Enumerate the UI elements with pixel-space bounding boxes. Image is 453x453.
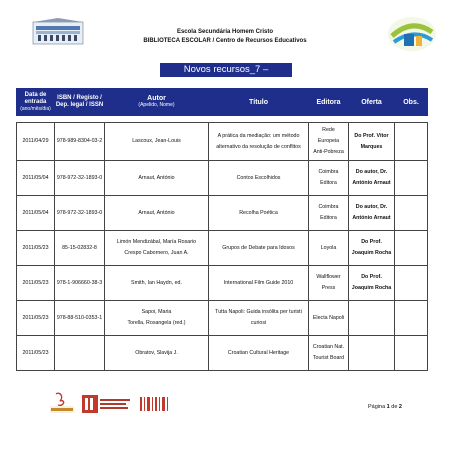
library-name: BIBLIOTECA ESCOLAR / Centro de Recursos Educativos <box>143 38 307 44</box>
cell-obs <box>395 123 428 161</box>
spacer-cell <box>209 116 309 123</box>
cell-publisher-line: Coimbra <box>318 204 339 210</box>
cell-publisher-line: Anti-Pobreza <box>313 149 344 155</box>
cell-title-line: alternativo da resolução de conflitos <box>216 143 301 150</box>
school-library-network-logo <box>82 395 130 413</box>
cell-author-line: Lascoux, Jean-Louis <box>132 138 181 144</box>
cell-title-line: Tutta Napoli: Guida insólita per turisti <box>215 309 302 315</box>
col-header-isbn <box>55 89 105 116</box>
cell-author-line: Limón Mendizábal, María Rosario <box>116 239 197 245</box>
col-isbn-line2: Dep. legal / ISSN <box>55 102 104 108</box>
cell-date: 2011/05/23 <box>17 231 55 266</box>
cell-obs <box>395 336 428 371</box>
cell-isbn: 978-972-32-1893-0 <box>55 161 105 196</box>
cell-publisher-line: Electa Napoli <box>312 314 345 321</box>
cell-obs <box>395 196 428 231</box>
cell-author <box>105 196 209 231</box>
cell-publisher-line: Loyola <box>320 244 337 251</box>
table-row <box>17 123 428 161</box>
cell-publisher-line: Editora <box>320 215 337 221</box>
cell-author <box>105 301 209 336</box>
cell-offer-line: António Arnaut <box>352 180 391 186</box>
cell-date: 2011/05/04 <box>17 196 55 231</box>
col-header-obs: Obs. <box>395 89 428 116</box>
cell-offer-line: Do Prof. <box>361 239 382 245</box>
document-header <box>120 28 330 46</box>
table-row <box>17 336 428 371</box>
cell-isbn: 978-88-510-0353-1 <box>55 301 105 336</box>
cell-title <box>209 196 309 231</box>
spacer-cell <box>105 116 209 123</box>
cell-publisher-line: Press <box>321 285 336 291</box>
resources-table <box>16 88 428 371</box>
table-row <box>17 196 428 231</box>
cell-offer <box>349 266 395 301</box>
cell-obs <box>395 266 428 301</box>
cell-obs <box>395 301 428 336</box>
col-date-line2: entrada <box>24 98 47 105</box>
cell-isbn <box>55 336 105 371</box>
spacer-cell <box>17 116 55 123</box>
cell-offer-line: Do Prof. Vítor <box>354 132 389 139</box>
cell-publisher <box>309 123 349 161</box>
cell-author-line: Arnaut, António <box>138 174 175 181</box>
cell-offer-line: Marques <box>360 143 383 150</box>
cell-publisher-line: Rede <box>322 127 335 133</box>
cell-author <box>105 266 209 301</box>
cell-isbn: 978-989-8304-03-2 <box>55 123 105 161</box>
col-header-offer: Oferta <box>349 89 395 116</box>
cell-isbn: 978-972-32-1893-0 <box>55 196 105 231</box>
cell-title-line: curiosi <box>250 320 267 326</box>
cell-publisher-line: Wallflower <box>316 274 341 280</box>
cell-offer-line: Joaquim Rocha <box>351 250 392 256</box>
cell-publisher <box>309 266 349 301</box>
cell-offer-line: Do autor, Dr. <box>355 204 388 210</box>
page-title: Novos recursos_7 – 13/05/2011 <box>160 63 292 77</box>
cell-title <box>209 123 309 161</box>
education-ministry-logo <box>50 393 74 413</box>
cell-obs <box>395 161 428 196</box>
col-header-title: Título <box>209 89 309 116</box>
cell-offer-line: António Arnaut <box>352 215 391 221</box>
table-header-row <box>17 89 428 116</box>
footer-logos <box>50 391 210 417</box>
col-header-publisher: Editora <box>309 89 349 116</box>
cell-isbn: 978-1-906660-38-3 <box>55 266 105 301</box>
cell-publisher-line: Coimbra <box>318 169 339 175</box>
cell-title <box>209 336 309 371</box>
page-prefix: Página <box>368 404 386 410</box>
cell-publisher <box>309 161 349 196</box>
cell-isbn: 85-15-02832-8 <box>55 231 105 266</box>
cell-publisher-line: Editora <box>320 180 337 186</box>
cell-publisher <box>309 231 349 266</box>
cell-title <box>209 266 309 301</box>
page-indicator <box>368 404 402 410</box>
table-spacer-row <box>17 116 428 123</box>
page-number: 1 <box>386 404 390 410</box>
col-isbn-line1: ISBN / Registo / <box>57 95 102 101</box>
cell-date: 2011/05/23 <box>17 336 55 371</box>
cell-title-line: International Film Guide 2010 <box>223 279 294 286</box>
spacer-cell <box>309 116 349 123</box>
cell-author <box>105 161 209 196</box>
cell-title-line: A prática da mediação: um método <box>217 132 300 139</box>
school-logo <box>32 18 84 46</box>
cell-offer <box>349 231 395 266</box>
school-name: Escola Secundária Homem Cristo <box>176 29 274 35</box>
spacer-cell <box>395 116 428 123</box>
cell-author-line: Obratov, Slavija J. <box>135 349 178 356</box>
cell-author-line: Arnaut, António <box>138 209 175 216</box>
col-author-label: Autor <box>147 95 166 102</box>
cell-publisher <box>309 336 349 371</box>
cell-offer-line: Do Prof. <box>361 274 382 280</box>
cell-author <box>105 231 209 266</box>
cell-title-line: Grupos de Debate para Idosos <box>222 244 295 251</box>
page-of: de <box>391 404 398 410</box>
cell-offer <box>349 161 395 196</box>
spacer-cell <box>55 116 105 123</box>
table-row <box>17 266 428 301</box>
cell-title <box>209 231 309 266</box>
col-date-line1: Data de <box>24 91 47 98</box>
spacer-cell <box>349 116 395 123</box>
col-header-date <box>17 89 55 116</box>
cell-author-line: Torella, Rosangela (red.) <box>127 320 186 326</box>
cell-author <box>105 123 209 161</box>
cell-author <box>105 336 209 371</box>
cell-author-line: Crespo Cabornero, Juan A. <box>124 250 189 256</box>
cell-publisher <box>309 196 349 231</box>
library-network-logo <box>386 14 438 54</box>
cell-title-line: Croatian Cultural Heritage <box>227 349 290 356</box>
col-header-author <box>105 89 209 116</box>
cell-title-line: Contos Escolhidos <box>236 174 281 181</box>
cell-author-line: Smith, Ian Haydn, ed. <box>131 279 182 286</box>
col-author-sub: (Apelido, Nome) <box>138 102 175 108</box>
cell-title <box>209 301 309 336</box>
cell-date: 2011/05/23 <box>17 266 55 301</box>
page-total: 2 <box>398 404 402 410</box>
cell-offer-line: Do autor, Dr. <box>355 169 388 175</box>
cell-title <box>209 161 309 196</box>
cell-author-line: Sapoi, Maria <box>141 309 172 315</box>
library-program-logo <box>140 397 168 411</box>
cell-title-line: Recolha Poética <box>239 209 278 216</box>
table-row <box>17 231 428 266</box>
cell-date: 2011/04/29 <box>17 123 55 161</box>
cell-offer <box>349 301 395 336</box>
cell-offer-line: Joaquim Rocha <box>351 285 392 291</box>
cell-publisher-line: Croatian Nat. <box>312 344 345 350</box>
cell-date: 2011/05/23 <box>17 301 55 336</box>
cell-offer <box>349 336 395 371</box>
cell-publisher-line: Europeia <box>317 138 340 144</box>
table-row <box>17 161 428 196</box>
cell-publisher-line: Tourist Board <box>312 355 345 361</box>
cell-offer <box>349 196 395 231</box>
col-date-sub: (ano/mês/dia) <box>20 105 51 112</box>
cell-date: 2011/05/04 <box>17 161 55 196</box>
cell-publisher <box>309 301 349 336</box>
table-row <box>17 301 428 336</box>
cell-offer <box>349 123 395 161</box>
cell-obs <box>395 231 428 266</box>
